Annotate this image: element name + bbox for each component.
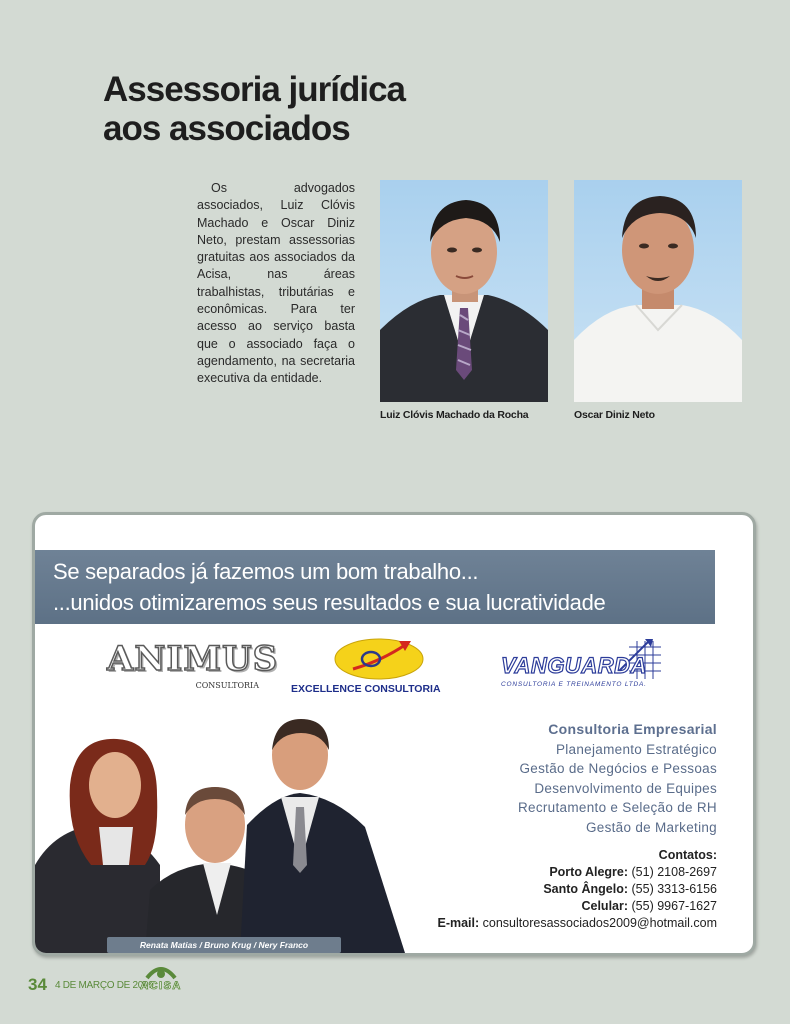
service-item: Planejamento Estratégico	[555, 741, 717, 757]
excellence-ellipse-arrow-icon	[291, 635, 471, 681]
contact-label: Celular:	[581, 899, 629, 913]
services-heading: Consultoria Empresarial	[548, 721, 717, 737]
excellence-logo	[291, 635, 471, 699]
vanguarda-logo-name: VANGUARDA	[501, 653, 647, 678]
service-item: Gestão de Marketing	[585, 819, 717, 835]
service-item: Gestão de Negócios e Pessoas	[519, 761, 717, 776]
contacts-block	[437, 847, 717, 932]
service-item: Recrutamento e Seleção de RH	[517, 800, 717, 815]
advertisement	[32, 512, 756, 956]
contact-row	[437, 864, 717, 881]
contact-value: (51) 2108-2697	[631, 865, 717, 879]
services-list	[518, 720, 717, 837]
article-body: Os advogados associados, Luiz Clóvis Machado e Oscar Diniz Neto, prestam assessorias gratuitas aos associados da Acisa, nas áreas trabalhistas, tributárias e econômicas. Para ter acesso ao serviço basta que o associado faça o agendamento, na secretaria executiva da entidade.	[197, 181, 355, 386]
contact-row	[437, 898, 717, 915]
animus-logo-name: ANIMUS	[107, 639, 279, 679]
contact-row	[437, 915, 717, 932]
contact-value: (55) 3313-6156	[631, 882, 717, 896]
photo-luiz-clovis	[380, 180, 548, 402]
animus-logo	[107, 639, 279, 697]
contact-value: consultoresassociados2009@hotmail.com	[482, 916, 717, 930]
vanguarda-logo-sub: CONSULTORIA E TREINAMENTO LTDA.	[501, 681, 647, 688]
contact-value: (55) 9967-1627	[631, 899, 717, 913]
page-number: 34	[28, 975, 47, 994]
banner-line-2: ...unidos otimizaremos seus resultados e sua lucratividade	[53, 590, 606, 615]
animus-logo-sub: CONSULTORIA	[195, 681, 259, 690]
contacts-heading: Contatos:	[658, 848, 717, 862]
acisa-logo	[137, 962, 185, 992]
article-title-line-2: aos associados	[103, 109, 350, 148]
excellence-logo-name: EXCELLENCE CONSULTORIA	[291, 683, 441, 695]
photo-caption-oscar: Oscar Diniz Neto	[574, 409, 655, 421]
contact-label: E-mail:	[437, 916, 480, 930]
ad-banner	[35, 550, 715, 624]
vanguarda-logo	[499, 637, 709, 697]
photo-caption-luiz: Luiz Clóvis Machado da Rocha	[380, 409, 529, 421]
contact-label: Santo Ângelo:	[543, 882, 629, 896]
team-photo-caption: Renata Matias / Bruno Krug / Nery Franco	[107, 937, 341, 953]
team-group-portrait-icon	[35, 715, 425, 953]
portrait-man-white-shirt-icon	[574, 180, 742, 402]
portrait-man-suit-icon	[380, 180, 548, 402]
article-title-line-1: Assessoria jurídica	[103, 70, 405, 109]
photo-oscar-diniz	[574, 180, 742, 402]
acisa-logo-text: ACISA	[140, 980, 182, 992]
contact-row	[437, 881, 717, 898]
team-photo	[35, 715, 425, 953]
article-title	[103, 70, 405, 148]
service-item: Desenvolvimento de Equipes	[534, 780, 717, 796]
banner-line-1: Se separados já fazemos um bom trabalho...	[53, 559, 479, 584]
contact-label: Porto Alegre:	[549, 865, 629, 879]
issue-date: 4 DE MARÇO DE 2009	[55, 980, 154, 991]
